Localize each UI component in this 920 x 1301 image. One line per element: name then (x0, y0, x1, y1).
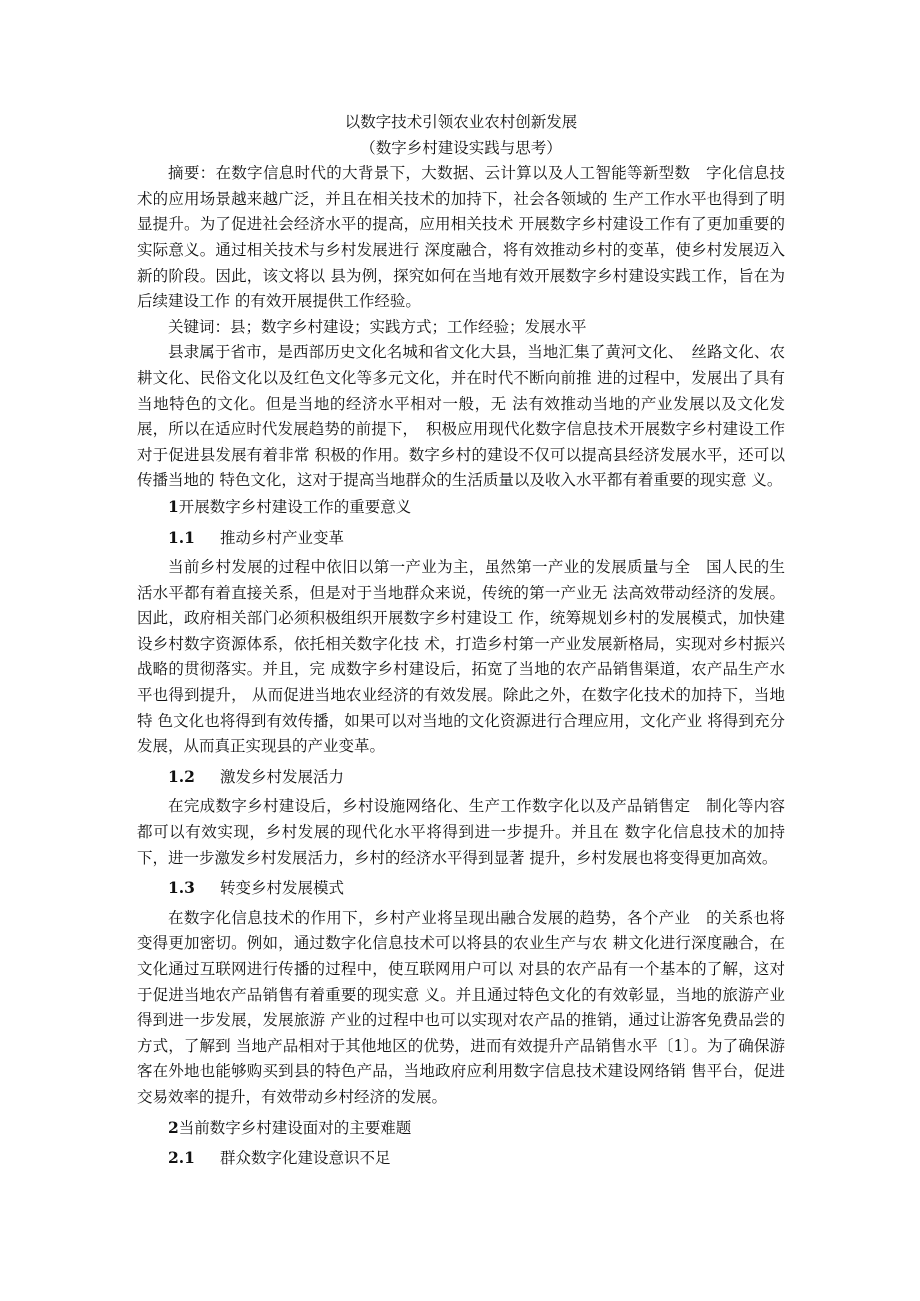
section-2-label: 当前数字乡村建设面对的主要难题 (178, 1118, 412, 1137)
section-1-label: 开展数字乡村建设工作的重要意义 (178, 497, 412, 516)
section-1-3-label: 转变乡村发展模式 (220, 879, 345, 898)
section-1-1-number: 1.1 (168, 527, 195, 547)
section-1-3-heading (137, 875, 785, 902)
section-1-3-number: 1.3 (168, 878, 195, 898)
section-1-2-label: 激发乡村发展活力 (220, 767, 345, 786)
section-2-heading (137, 1115, 785, 1142)
section-2-1-label: 群众数字化建设意识不足 (220, 1149, 391, 1168)
section-1-2-number: 1.2 (168, 766, 195, 786)
intro-paragraph: 县隶属于省市，是西部历史文化名城和省文化大县，当地汇集了黄河文化、 丝路文化、农耕文化、民俗文化以及红色文化等多元文化，并在时代不断向前推 进的过程中，发展出了具有当地特色的文化。但是当地的经济水平相对一般，无 法有效推动当地的产业发展以及文化发展，所以在适应时代发展趋势的前提下， 积极应用现代化数字信息技术开展数字乡村建设工作对于促进县发展有着非常 积极的作用。数字乡村的建设不仅可以提高县经济发展水平，还可以传播当地的 特色文化，这对于提高当地群众的生活质量以及收入水平都有着重要的现实意 义。 (137, 343, 785, 490)
section-1-3-paragraph: 在数字化信息技术的作用下，乡村产业将呈现出融合发展的趋势，各个产业 的关系也将变得更加密切。例如，通过数字化信息技术可以将县的农业生产与农 耕文化进行深度融合，在文化通过互联网进行传播的过程中，使互联网用户可以 对县的农产品有一个基本的了解，这对于促进当地农产品销售有着重要的现实意 义。并且通过特色文化的有效彰显，当地的旅游产业得到进一步发展，发展旅游 产业的过程中也可以实现对农产品的推销，通过让游客免费品尝的方式，了解到 当地产品相对于其他地区的优势，进而有效提升产品销售水平〔1〕。为了确保游 客在外地也能够购买到县的特色产品，当地政府应利用数字信息技术建设网络销 售平台，促进交易效率的提升，有效带动乡村经济的发展。 (137, 908, 785, 1106)
section-2-1-heading (137, 1145, 785, 1172)
section-2-number: 2 (168, 1117, 179, 1137)
document-title: 以数字技术引领农业农村创新发展 (344, 113, 578, 131)
section-1-2-paragraph: 在完成数字乡村建设后，乡村设施网络化、生产工作数字化以及产品销售定 制化等内容都可以有效实现，乡村发展的现代化水平将得到进一步提升。并且在 数字化信息技术的加持下，进一步激发乡村发展活力，乡村的经济水平得到显著 提升，乡村发展也将变得更加高效。 (137, 797, 785, 867)
section-1-heading (137, 494, 785, 521)
section-1-1-label: 推动乡村产业变革 (220, 528, 345, 547)
abstract-paragraph: 摘要：在数字信息时代的大背景下，大数据、云计算以及人工智能等新型数 字化信息技术的应用场景越来越广泛，并且在相关技术的加持下，社会各领域的 生产工作水平也得到了明显提升。为了促进社会经济水平的提高，应用相关技术 开展数字乡村建设工作有了更加重要的实际意义。通过相关技术与乡村发展进行 深度融合，将有效推动乡村的变革，使乡村发展迈入新的阶段。因此，该文将以 县为例，探究如何在当地有效开展数字乡村建设实践工作，旨在为后续建设工作 的有效开展提供工作经验。 (137, 164, 785, 311)
section-1-2-heading (137, 764, 785, 791)
section-1-1-paragraph: 当前乡村发展的过程中依旧以第一产业为主，虽然第一产业的发展质量与全 国人民的生活水平都有着直接关系，但是对于当地群众来说，传统的第一产业无 法高效带动经济的发展。因此，政府相关部门必须积极组织开展数字乡村建设工 作，统筹规划乡村的发展模式，加快建设乡村数字资源体系，依托相关数字化技 术，打造乡村第一产业发展新格局，实现对乡村振兴战略的贯彻落实。并且，完 成数字乡村建设后，拓宽了当地的农产品销售渠道，农产品生产水平也得到提升， 从而促进当地农业经济的有效发展。除此之外，在数字化技术的加持下，当地特 色文化也将得到有效传播，如果可以对当地的文化资源进行合理应用，文化产业 将得到充分发展，从而真正实现县的产业变革。 (137, 558, 785, 756)
document-page (137, 110, 785, 1176)
section-2-1-number: 2.1 (168, 1148, 195, 1168)
section-1-1-heading (137, 525, 785, 552)
keywords-paragraph: 关键词：县；数字乡村建设；实践方式；工作经验；发展水平 (168, 317, 587, 336)
section-1-number: 1 (168, 496, 179, 516)
document-subtitle: （数字乡村建设实践与思考） (360, 138, 562, 157)
